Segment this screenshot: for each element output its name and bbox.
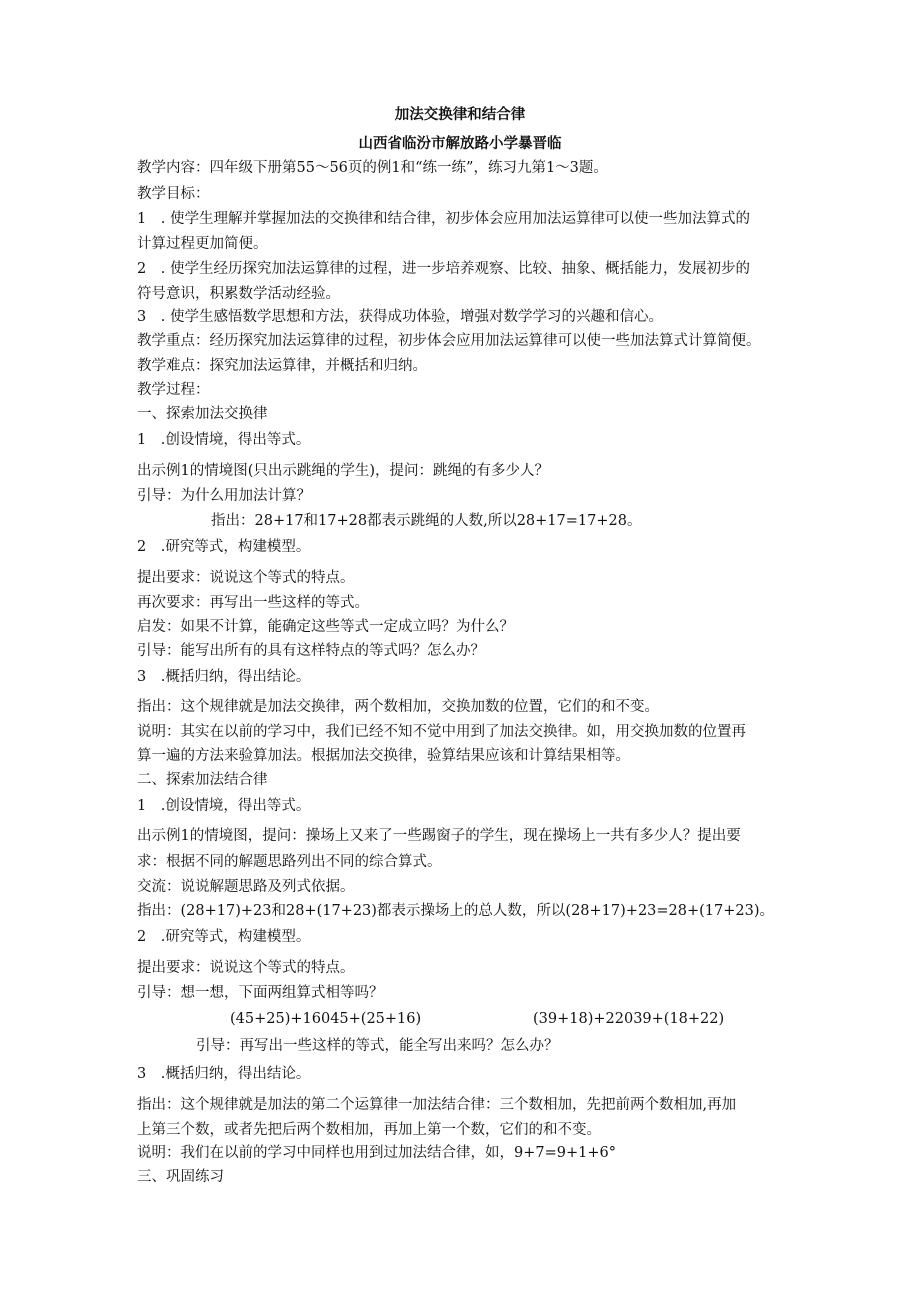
text-line: 3 .概括归纳，得出结论。	[137, 1066, 311, 1082]
text-line: 3 . 使学生感悟数学思想和方法，获得成功体验，增强对数学学习的兴趣和信心。	[137, 309, 663, 325]
text-line: 教学过程：	[137, 382, 210, 398]
text-line: 教学难点：探究加法运算律，并概括和归纳。	[137, 358, 427, 374]
text-line: 引导：想一想，下面两组算式相等吗？	[137, 985, 384, 1001]
text-line: 2 . 使学生经历探究加法运算律的过程，进一步培养观察、比较、抽象、概括能力，发展初步的	[137, 261, 750, 277]
text-line: 上第三个数，或者先把后两个数相加，再加上第一个数，它们的和不变。	[137, 1122, 601, 1138]
section-heading: 二、探索加法结合律	[137, 772, 268, 788]
text-line: 指出：(28+17)+23和28+(17+23)都表示操场上的总人数，所以(28+17)+23=28+(17+23)。	[137, 903, 775, 919]
text-line: 符号意识，积累数学活动经验。	[137, 286, 340, 302]
equation-right: (39+18)+22039+(18+22)	[533, 1011, 725, 1027]
section-heading: 三、巩固练习	[137, 1169, 224, 1185]
document-title: 加法交换律和结合律	[394, 107, 526, 123]
text-line: 指出：这个规律就是加法交换律，两个数相加，交换加数的位置，它们的和不变。	[137, 699, 659, 715]
text-line: 求：根据不同的解题思路列出不同的综合算式。	[137, 854, 442, 870]
document-author: 山西省临汾市解放路小学暴晋临	[358, 136, 562, 152]
text-line: 2 .研究等式，构建模型。	[137, 539, 311, 555]
text-line: 引导：为什么用加法计算？	[137, 488, 311, 504]
text-line: 启发：如果不计算，能确定这些等式一定成立吗？为什么？	[137, 619, 514, 635]
equation-left: (45+25)+16045+(25+16)	[230, 1011, 422, 1027]
text-line: 提出要求：说说这个等式的特点。	[137, 570, 355, 586]
text-line: 算一遍的方法来验算加法。根据加法交换律，验算结果应该和计算结果相等。	[137, 748, 630, 764]
text-line: 教学目标：	[137, 186, 210, 202]
text-line: 提出要求：说说这个等式的特点。	[137, 960, 355, 976]
text-line: 再次要求：再写出一些这样的等式。	[137, 595, 369, 611]
text-line: 1 .创设情境，得出等式。	[137, 798, 311, 814]
text-line: 教学内容：四年级下册第55～56页的例1和“练一练”，练习九第1～3题。	[137, 160, 608, 176]
text-line: 说明：其实在以前的学习中，我们已经不知不觉中用到了加法交换律。如，用交换加数的位置再	[137, 724, 746, 740]
text-line: 1 .创设情境，得出等式。	[137, 432, 311, 448]
text-line: 教学重点：经历探究加法运算律的过程，初步体会应用加法运算律可以使一些加法算式计算简便。	[137, 333, 761, 349]
text-line: 3 .概括归纳，得出结论。	[137, 669, 311, 685]
text-line: 1 . 使学生理解并掌握加法的交换律和结合律，初步体会应用加法运算律可以使一些加法算式的	[137, 211, 750, 227]
text-line: 出示例1的情境图(只出示跳绳的学生)，提问：跳绳的有多少人？	[137, 463, 550, 479]
section-heading: 一、探索加法交换律	[137, 406, 268, 422]
text-line: 指出：28+17和17+28都表示跳绳的人数,所以28+17=17+28。	[211, 513, 642, 529]
text-line: 说明：我们在以前的学习中同样也用到过加法结合律，如，9+7=9+1+6°	[137, 1145, 616, 1161]
text-line: 引导：能写出所有的具有这样特点的等式吗？怎么办？	[137, 643, 485, 659]
text-line: 2 .研究等式，构建模型。	[137, 929, 311, 945]
text-line: 交流：说说解题思路及列式依据。	[137, 879, 355, 895]
text-line: 指出：这个规律就是加法的第二个运算律一加法结合律：三个数相加，先把前两个数相加,再加	[137, 1097, 737, 1113]
text-line: 引导：再写出一些这样的等式，能全写出来吗？怎么办？	[196, 1038, 559, 1054]
text-line: 计算过程更加简便。	[137, 236, 268, 252]
text-line: 出示例1的情境图，提问：操场上又来了一些踢窗子的学生，现在操场上一共有多少人？提出要	[137, 828, 741, 844]
